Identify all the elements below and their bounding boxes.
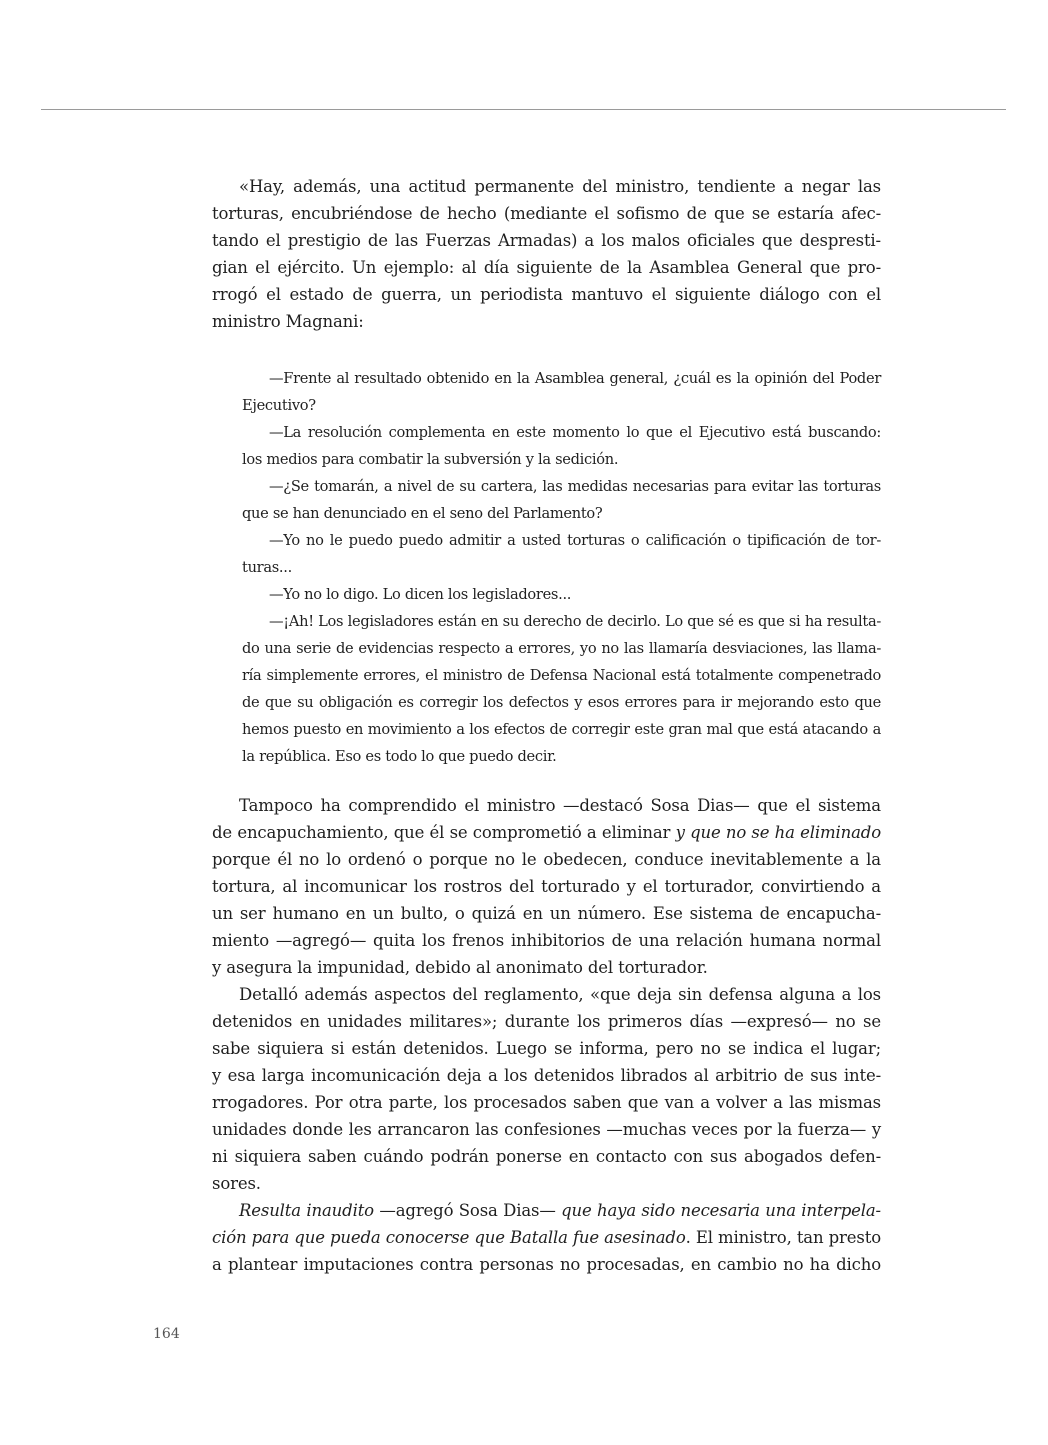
text-line: Tampoco ha comprendido el ministro —destacó Sosa Dias— que el sistema (239, 796, 881, 815)
text-line: un ser humano en un bulto, o quizá en un número. Ese sistema de encapucha- (212, 904, 881, 923)
text-line: unidades donde les arrancaron las confesiones —muchas veces por la fuerza— y (212, 1120, 881, 1139)
text-line (212, 819, 881, 846)
text-run: de encapuchamiento, que él se comprometió a eliminar (212, 823, 676, 842)
italic-run: que haya sido necesaria una interpela- (561, 1201, 881, 1220)
text-line: a plantear imputaciones contra personas no procesadas, en cambio no ha dicho (212, 1255, 881, 1274)
text-line: ministro Magnani: (212, 312, 364, 331)
text-line: porque él no lo ordenó o porque no le obedecen, conduce inevitablemente a la (212, 850, 881, 869)
text-line: y asegura la impunidad, debido al anonimato del torturador. (212, 958, 708, 977)
text-line: ni siquiera saben cuándo podrán ponerse en contacto con sus abogados defen- (212, 1147, 881, 1166)
text-line: «Hay, además, una actitud permanente del ministro, tendiente a negar las (239, 177, 881, 196)
dialogue-line: —Yo no le puedo puedo admitir a usted torturas o calificación o tipificación de tor- (269, 532, 881, 549)
paragraph-reglamento (212, 981, 881, 1197)
dialogue-quote-block (242, 365, 881, 770)
text-run: . El ministro, tan presto (685, 1228, 881, 1247)
text-line: sabe siquiera si están detenidos. Luego se informa, pero no se indica el lugar; (212, 1039, 881, 1058)
dialogue-line: —Yo no lo digo. Lo dicen los legisladores... (269, 586, 572, 603)
italic-run: Resulta inaudito (239, 1201, 374, 1220)
dialogue-line: —La resolución complementa en este momento lo que el Ejecutivo está buscando: (269, 424, 881, 441)
text-line: y esa larga incomunicación deja a los detenidos librados al arbitrio de sus inte- (212, 1066, 881, 1085)
text-line: rrogó el estado de guerra, un periodista mantuvo el siguiente diálogo con el (212, 285, 881, 304)
text-line (212, 1197, 881, 1224)
italic-run: y que no se ha eliminado (675, 823, 881, 842)
text-line: gian el ejército. Un ejemplo: al día siguiente de la Asamblea General que pro- (212, 258, 881, 277)
dialogue-line: que se han denunciado en el seno del Parlamento? (242, 505, 603, 522)
dialogue-line: hemos puesto en movimiento a los efectos de corregir este gran mal que está atacando a (242, 721, 881, 738)
text-line (212, 1224, 881, 1251)
header-rule (41, 109, 1006, 110)
dialogue-line: de que su obligación es corregir los defectos y esos errores para ir mejorando esto que (242, 694, 881, 711)
dialogue-line: —¿Se tomarán, a nivel de su cartera, las medidas necesarias para evitar las torturas (269, 478, 881, 495)
dialogue-line: los medios para combatir la subversión y la sedición. (242, 451, 619, 468)
dialogue-line: la república. Eso es todo lo que puedo decir. (242, 748, 557, 765)
text-line: miento —agregó— quita los frenos inhibitorios de una relación humana normal (212, 931, 881, 950)
dialogue-line: ría simplemente errores, el ministro de Defensa Nacional está totalmente compenetrado (242, 667, 881, 684)
text-line: sores. (212, 1174, 261, 1193)
text-line: tando el prestigio de las Fuerzas Armadas) a los malos oficiales que despresti- (212, 231, 881, 250)
page-body (212, 173, 881, 1278)
italic-run: ción para que pueda conocerse que Batalla fue asesinado (212, 1228, 686, 1247)
paragraph-resulta-inaudito (212, 1197, 881, 1278)
text-run: —agregó Sosa Dias— (373, 1201, 562, 1220)
text-line: torturas, encubriéndose de hecho (mediante el sofismo de que se estaría afec- (212, 204, 881, 223)
dialogue-line: turas... (242, 559, 292, 576)
dialogue-line: —¡Ah! Los legisladores están en su derecho de decirlo. Lo que sé es que si ha resulta- (269, 613, 881, 630)
text-line: Detalló además aspectos del reglamento, «que deja sin defensa alguna a los (239, 985, 881, 1004)
paragraph-encapuchamiento (212, 792, 881, 981)
page-number: 164 (153, 1326, 180, 1342)
text-line: tortura, al incomunicar los rostros del torturado y el torturador, convirtiendo a (212, 877, 881, 896)
text-line: detenidos en unidades militares»; durante los primeros días —expresó— no se (212, 1012, 881, 1031)
paragraph-opening-quote (212, 173, 881, 335)
dialogue-line: do una serie de evidencias respecto a errores, yo no las llamaría desviaciones, las llama- (242, 640, 881, 657)
dialogue-line: Ejecutivo? (242, 397, 316, 414)
dialogue-line: —Frente al resultado obtenido en la Asamblea general, ¿cuál es la opinión del Poder (269, 370, 881, 387)
text-line: rrogadores. Por otra parte, los procesados saben que van a volver a las mismas (212, 1093, 881, 1112)
